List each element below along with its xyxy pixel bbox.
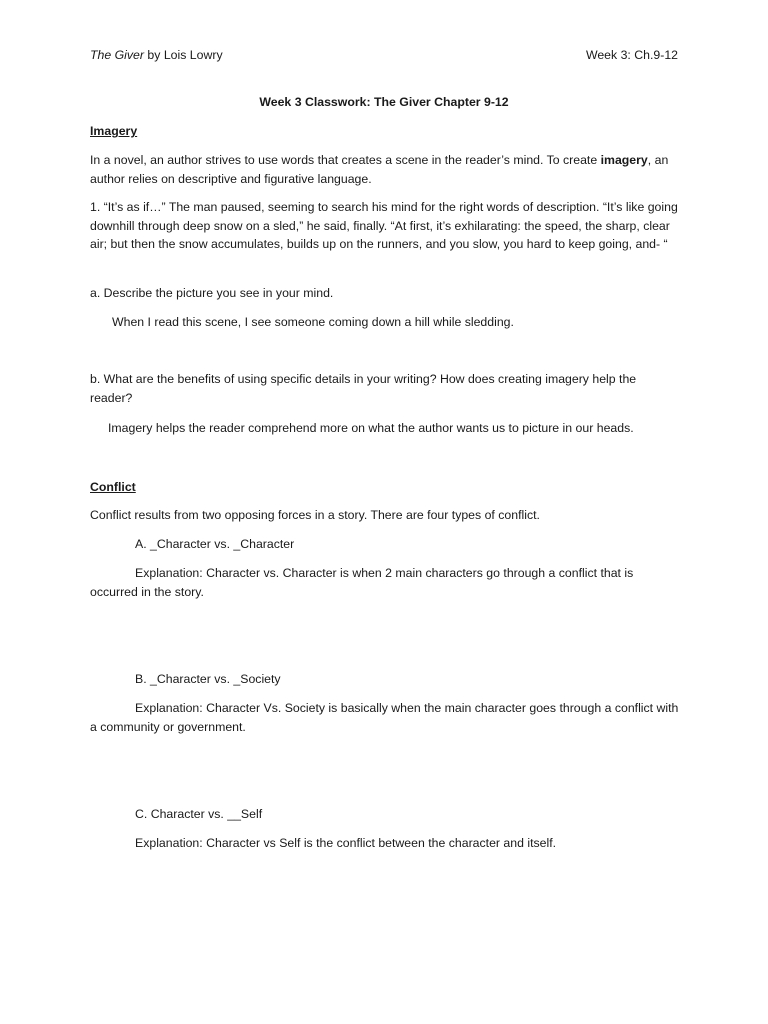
book-author: by Lois Lowry (144, 48, 223, 62)
answer-b: Imagery helps the reader comprehend more on what the author wants us to picture in our heads. (108, 421, 634, 435)
book-title: The Giver (90, 48, 144, 62)
conflict-item-c-label: C. Character vs. __Self (135, 807, 263, 821)
conflict-item-b-explanation: Explanation: Character Vs. Society is basically when the main character goes through a conflict with a community or government. (90, 701, 679, 734)
conflict-item-c-explanation: Explanation: Character vs Self is the conflict between the character and itself. (135, 836, 557, 850)
conflict-heading: Conflict (90, 480, 136, 494)
imagery-quote: 1. “It’s as if…” The man paused, seeming to search his mind for the right words of description. “It’s like going downhill through deep snow on a sled,” he said, finally. “At first, it’s exhilarating: the speed, the sharp, clear air; but then the snow accumulates, builds up on the runners, and you slow, you hard to keep going, and- “ (90, 200, 678, 251)
imagery-heading: Imagery (90, 124, 138, 138)
page-title: Week 3 Classwork: The Giver Chapter 9-12 (259, 95, 509, 109)
conflict-intro: Conflict results from two opposing forces in a story. There are four types of conflict. (90, 508, 540, 522)
question-b: b. What are the benefits of using specific details in your writing? How does creating imagery help the reader? (90, 372, 637, 405)
conflict-item-a-explanation: Explanation: Character vs. Character is when 2 main characters go through a conflict that is occurred in the story. (90, 566, 634, 599)
imagery-intro-text: In a novel, an author strives to use words that creates a scene in the reader’s mind. To create (90, 153, 601, 167)
conflict-item-b-label: B. _Character vs. _Society (135, 672, 281, 686)
answer-a: When I read this scene, I see someone coming down a hill while sledding. (112, 315, 514, 329)
question-a: a. Describe the picture you see in your mind. (90, 286, 334, 300)
header-book-info (90, 46, 223, 65)
header-week: Week 3: Ch.9-12 (585, 48, 678, 62)
conflict-item-a-label: A. _Character vs. _Character (135, 537, 295, 551)
imagery-intro (90, 151, 680, 188)
imagery-term: imagery (600, 153, 648, 167)
imagery-intro-end: , an author relies on descriptive and figurative language. (90, 153, 669, 186)
